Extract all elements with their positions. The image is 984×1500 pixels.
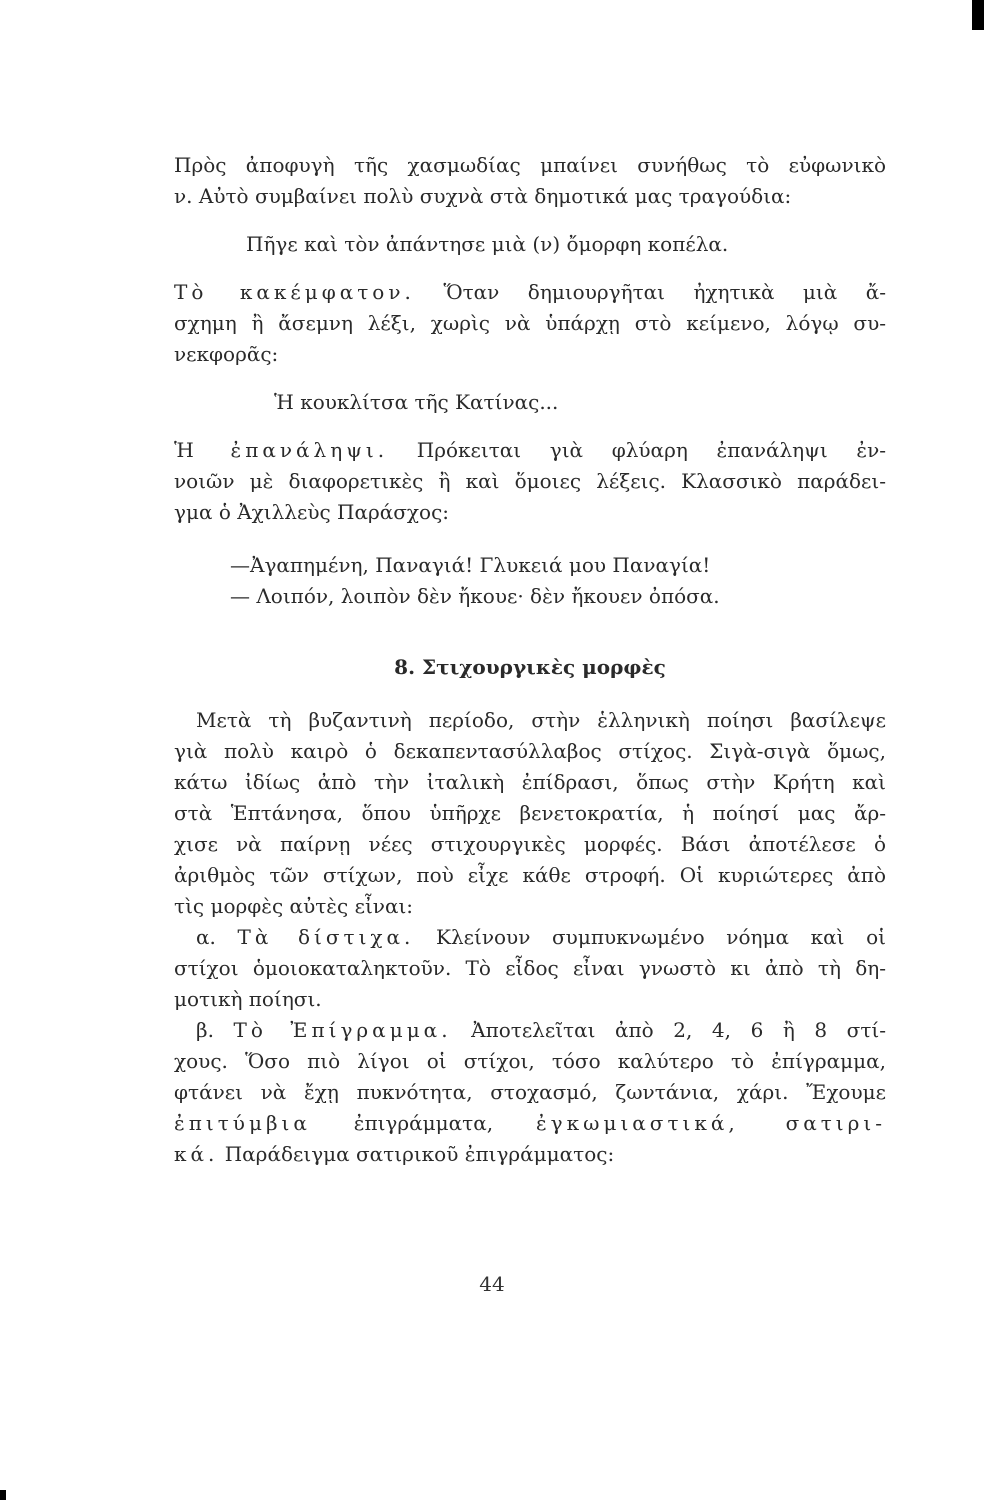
text-line: τὶς μορφὲς αὐτὲς εἶναι:	[174, 894, 414, 918]
term: κά.	[174, 1142, 219, 1166]
page-number: 44	[479, 1272, 505, 1296]
text-line: σχημη ἢ ἄσεμνη λέξι, χωρὶς νὰ ὑπάρχῃ στὸ κείμενο, λόγῳ συ-	[174, 311, 886, 335]
text-line: ν. Αὐτὸ συμβαίνει πολὺ συχνὰ στὰ δημοτικά μας τραγούδια:	[174, 184, 792, 208]
text: Κλείνουν συμπυκνωμένο νόημα καὶ οἱ	[414, 925, 886, 949]
text-line: ἀριθμὸς τῶν στίχων, ποὺ εἶχε κάθε στροφή. Οἱ κυριώτερες ἀπὸ	[174, 863, 886, 887]
term: ἐγκωμιαστικά,	[535, 1111, 739, 1135]
text: Ὅταν δημιουργῆται ἠχητικὰ μιὰ ἄ-	[414, 280, 886, 304]
text-line: νεκφορᾶς:	[174, 342, 279, 366]
text-line: χισε νὰ παίρνῃ νέες στιχουργικὲς μορφές. Βάσι ἀποτέλεσε ὁ	[174, 832, 886, 856]
text-line	[174, 1108, 886, 1139]
term: Τὸ Ἐπίγραμμα.	[233, 1018, 452, 1042]
term: σατιρι-	[738, 1111, 886, 1135]
text-line: Πρὸς ἀποφυγὴ τῆς χασμωδίας μπαίνει συνήθως τὸ εὐφωνικὸ	[174, 153, 886, 177]
text: Ἀποτελεῖται ἀπὸ 2, 4, 6 ἢ 8 στί-	[451, 1018, 886, 1042]
text-line	[174, 1139, 886, 1170]
page-body	[174, 150, 886, 1170]
text-line	[174, 922, 886, 953]
text-line	[174, 435, 886, 466]
text-line	[174, 277, 886, 308]
text-line: κάτω ἰδίως ἀπὸ τὴν ἰταλικὴ ἐπίδρασι, ὅπως στὴν Κρήτη καὶ	[174, 770, 886, 794]
text-line: στίχοι ὁμοιοκαταληκτοῦν. Τὸ εἶδος εἶναι γνωστὸ κι ἀπὸ τὴ δη-	[174, 956, 886, 980]
section-heading: 8. Στιχουργικὲς μορφὲς	[394, 655, 666, 679]
term: Τὸ κακέμφατον.	[174, 280, 415, 304]
list-marker: β.	[196, 1018, 234, 1042]
list-marker: α.	[196, 925, 238, 949]
quote-line: Ἡ κουκλίτσα τῆς Κατίνας...	[274, 390, 559, 414]
term: ἐπιτύμβια	[174, 1111, 311, 1135]
text-line: γιὰ πολὺ καιρὸ ὁ δεκαπεντασύλλαβος στίχος. Σιγὰ-σιγὰ ὅμως,	[174, 739, 886, 763]
text-line: χους. Ὅσο πιὸ λίγοι οἱ στίχοι, τόσο καλύτερο τὸ ἐπίγραμμα,	[174, 1049, 886, 1073]
text: Παράδειγμα σατιρικοῦ ἐπιγράμματος:	[218, 1142, 615, 1166]
text-line: Μετὰ τὴ βυζαντινὴ περίοδο, στὴν ἑλληνικὴ ποίησι βασίλεψε	[196, 708, 886, 732]
text-line: νοιῶν μὲ διαφορετικὲς ἢ καὶ ὅμοιες λέξεις. Κλασσικὸ παράδει-	[174, 469, 886, 493]
text-line: φτάνει νὰ ἔχῃ πυκνότητα, στοχασμό, ζωντάνια, χάρι. Ἔχουμε	[174, 1080, 886, 1104]
term: Ἡ ἐπανάληψι.	[174, 438, 389, 462]
text-line: μοτικὴ ποίησι.	[174, 987, 322, 1011]
scan-edge-mark	[972, 0, 984, 30]
dialogue-line: — Λοιπόν, λοιπὸν δὲν ἤκουε· δὲν ἤκουεν ὀπόσα.	[230, 584, 720, 608]
text-line: στὰ Ἑπτάνησα, ὅπου ὑπῆρχε βενετοκρατία, ἡ ποίησί μας ἄρ-	[174, 801, 886, 825]
text-line	[174, 1015, 886, 1046]
dialogue-line: —Ἀγαπημένη, Παναγιά! Γλυκειά μου Παναγία!	[230, 553, 711, 577]
scan-edge-mark	[0, 1490, 6, 1500]
quote-line: Πῆγε καὶ τὸν ἀπάντησε μιὰ (ν) ὄμορφη κοπέλα.	[246, 232, 729, 256]
text: ἐπιγράμματα,	[310, 1111, 536, 1135]
text: Πρόκειται γιὰ φλύαρη ἐπανάληψι ἐν-	[388, 438, 886, 462]
text-line: γμα ὁ Ἀχιλλεὺς Παράσχος:	[174, 500, 450, 524]
term: Τὰ δίστιχα.	[237, 925, 415, 949]
